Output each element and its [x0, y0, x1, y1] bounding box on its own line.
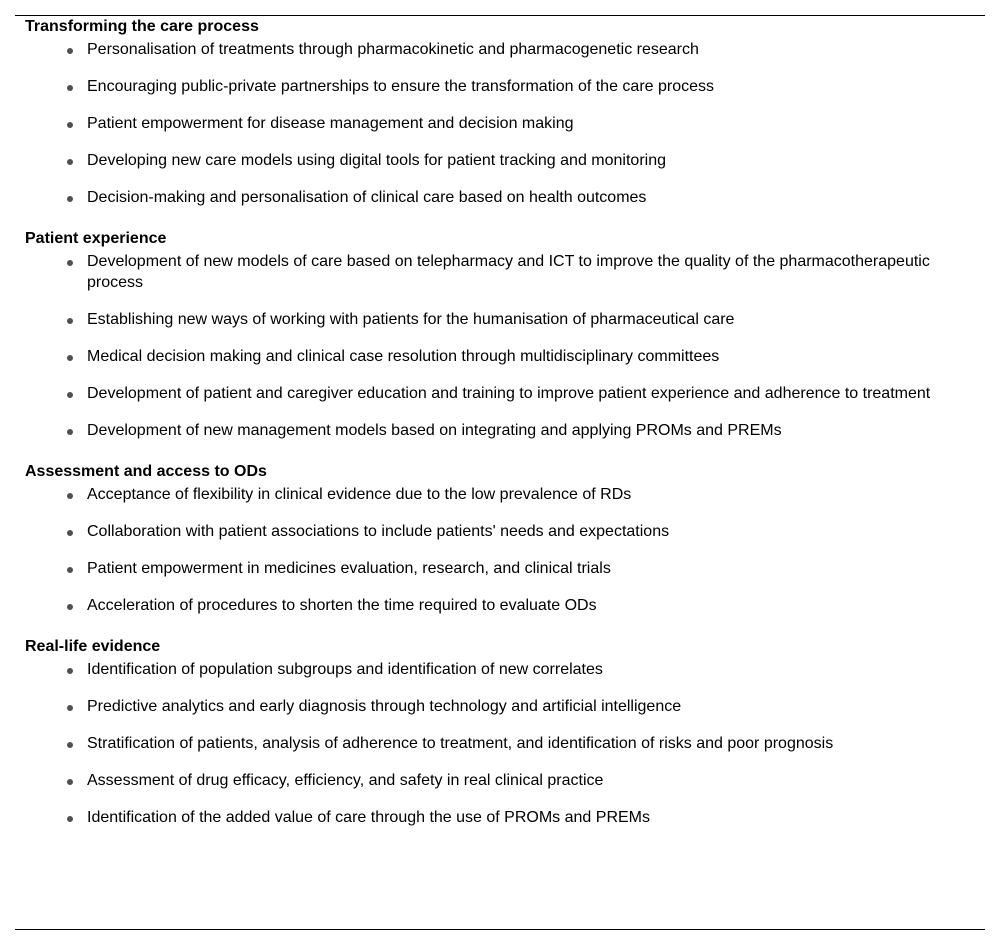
list-item: Medical decision making and clinical case resolution through multidisciplinary committees	[87, 346, 975, 367]
list-item: Patient empowerment in medicines evaluation, research, and clinical trials	[87, 558, 975, 579]
list-item: Patient empowerment for disease management and decision making	[87, 113, 975, 134]
section-title: Transforming the care process	[25, 18, 259, 35]
section-title: Patient experience	[25, 230, 167, 247]
list-item: Development of new management models based on integrating and applying PROMs and PREMs	[87, 420, 975, 441]
list-item: Identification of population subgroups and identification of new correlates	[87, 659, 975, 680]
bullet-list	[25, 251, 975, 441]
list-item: Acceleration of procedures to shorten the time required to evaluate ODs	[87, 595, 975, 616]
list-item: Stratification of patients, analysis of adherence to treatment, and identification of risks and poor prognosis	[87, 733, 975, 754]
list-item: Acceptance of flexibility in clinical evidence due to the low prevalence of RDs	[87, 484, 975, 505]
list-item: Collaboration with patient associations to include patients' needs and expectations	[87, 521, 975, 542]
list-item: Developing new care models using digital tools for patient tracking and monitoring	[87, 150, 975, 171]
section-real-life-evidence	[25, 637, 975, 828]
table-body	[25, 17, 975, 849]
list-item: Establishing new ways of working with patients for the humanisation of pharmaceutical care	[87, 309, 975, 330]
bullet-list	[25, 39, 975, 208]
bullet-list	[25, 659, 975, 828]
list-item: Decision-making and personalisation of clinical care based on health outcomes	[87, 187, 975, 208]
list-item: Assessment of drug efficacy, efficiency, and safety in real clinical practice	[87, 770, 975, 791]
table-bottom-rule	[15, 929, 985, 930]
bullet-list	[25, 484, 975, 616]
section-patient-experience	[25, 229, 975, 441]
list-item: Development of patient and caregiver education and training to improve patient experience and adherence to treatment	[87, 383, 975, 404]
section-title: Assessment and access to ODs	[25, 463, 267, 480]
list-item: Encouraging public-private partnerships to ensure the transformation of the care process	[87, 76, 975, 97]
list-item: Personalisation of treatments through pharmacokinetic and pharmacogenetic research	[87, 39, 975, 60]
list-item: Development of new models of care based on telepharmacy and ICT to improve the quality of the pharmacotherapeutic process	[87, 251, 975, 293]
section-transforming-care	[25, 17, 975, 208]
section-title: Real-life evidence	[25, 638, 161, 655]
section-assessment-access	[25, 462, 975, 616]
list-item: Identification of the added value of care through the use of PROMs and PREMs	[87, 807, 975, 828]
table-top-rule	[15, 15, 985, 16]
list-item: Predictive analytics and early diagnosis through technology and artificial intelligence	[87, 696, 975, 717]
